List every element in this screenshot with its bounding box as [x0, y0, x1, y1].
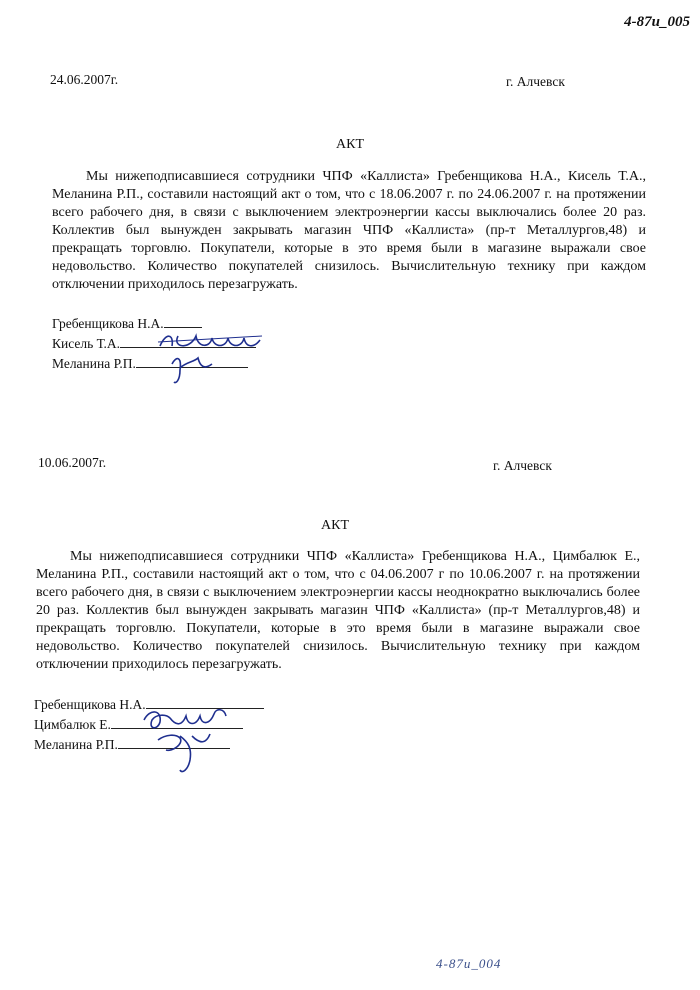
document-code: 4-87и_005 — [624, 14, 690, 30]
act1-body: Мы нижеподписавшиеся сотрудники ЧПФ «Каллиста» Гребенщикова Н.А., Кисель Т.А., Меланина Р.П., составили настоящий акт о том, что с 18.06.2007 г. по 24.06.2007 г. на протяжении всего рабочего дня, в связи с выключением электроэнергии кассы выключались более 20 раз. Коллектив был вынужден закрывать магазин ЧПФ «Каллиста» (пр-т Металлургов,48) и прекращать торговлю. Покупатели, которые в это время были в магазине выражали свое недовольство. Количество покупателей снизилось. Вычислительную технику при каждом отключении приходилось перезагружать. — [52, 169, 646, 292]
act1-handwritten-signatures — [150, 318, 270, 388]
act1-title: АКТ — [336, 137, 364, 152]
act2-city: г. Алчевск — [493, 458, 552, 473]
act2-handwritten-signatures — [136, 700, 256, 780]
act1-date: 24.06.2007г. — [50, 72, 119, 87]
act2-title: АКТ — [321, 518, 349, 533]
signatory-name: Гребенщикова Н.А. — [34, 697, 146, 712]
act2-body: Мы нижеподписавшиеся сотрудники ЧПФ «Каллиста» Гребенщикова Н.А., Цимбалюк Е., Меланина Р.П., составили настоящий акт о том, что с 04.06.2007 г по 10.06.2007 г. на протяжении всего рабочего дня, в связи с выключением электроэнергии кассы неоднократно выключались более 20 раз. Коллектив был вынужден закрывать магазин ЧПФ «Каллиста» (пр-т Металлургов,48) и прекращать торговлю. Покупатели, которые в это время были в магазине выражали свое недовольство. Количество покупателей снизилось. Вычислительную технику при каждом отключении приходилось перезагружать. — [36, 549, 640, 672]
handwritten-document-code: 4-87и_004 — [436, 956, 502, 971]
signatory-name: Меланина Р.П. — [52, 356, 136, 371]
act1-city: г. Алчевск — [506, 74, 565, 89]
signatory-name: Кисель Т.А. — [52, 336, 121, 351]
signatory-name: Меланина Р.П. — [34, 737, 118, 752]
act2-date: 10.06.2007г. — [38, 455, 107, 470]
signatory-name: Гребенщикова Н.А. — [52, 316, 164, 331]
signatory-name: Цимбалюк Е. — [34, 717, 111, 732]
